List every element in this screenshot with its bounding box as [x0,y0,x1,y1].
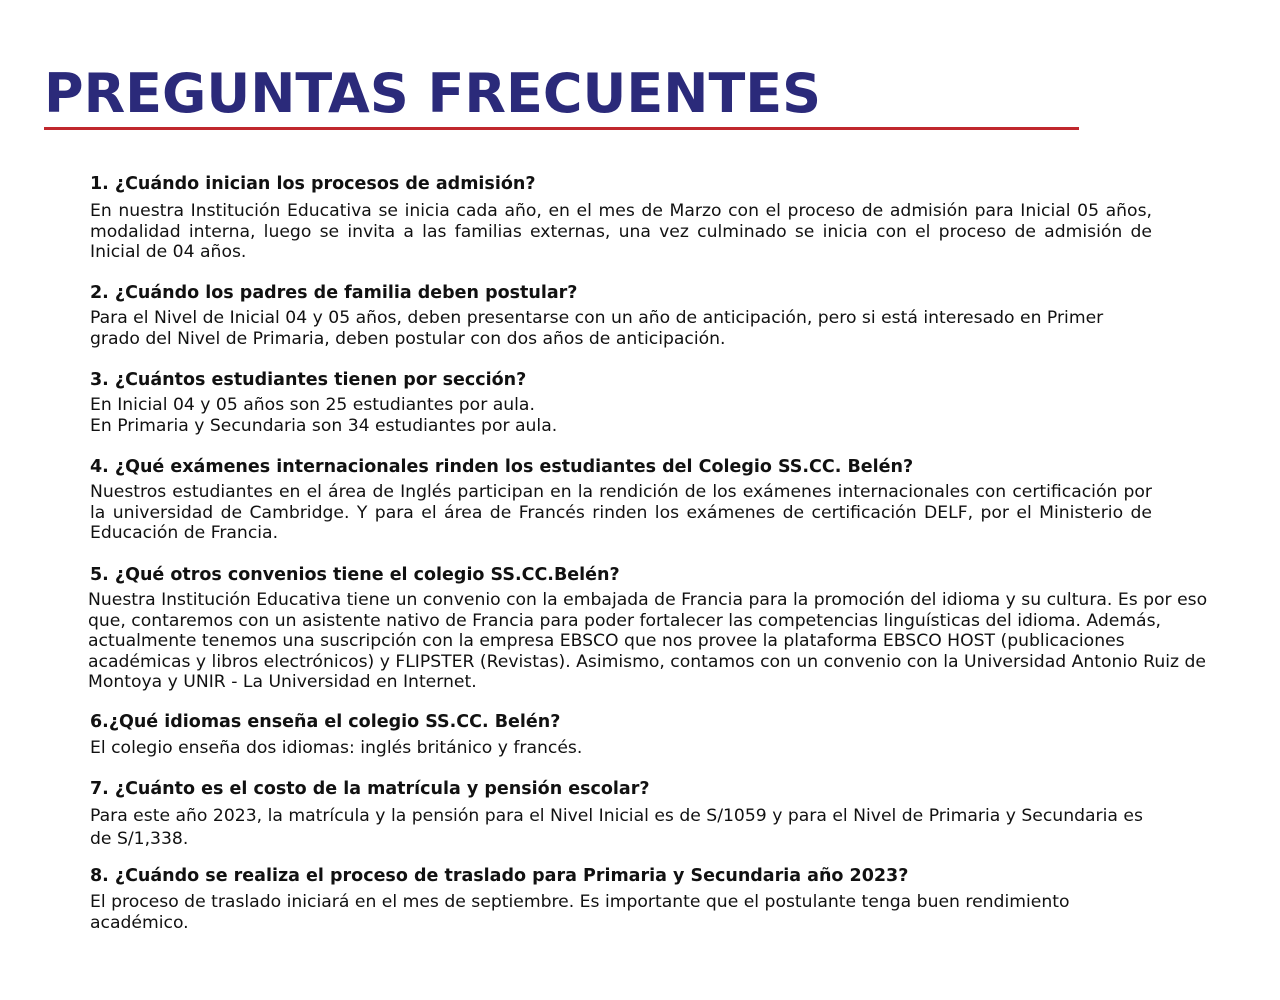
faq-question-6: 6.¿Qué idiomas enseña el colegio SS.CC. Belén? [90,712,561,732]
faq-question-5: 5. ¿Qué otros convenios tiene el colegio SS.CC.Belén? [90,565,620,585]
faq-question-3: 3. ¿Cuántos estudiantes tienen por sección? [90,370,527,390]
faq-question-7: 7. ¿Cuánto es el costo de la matrícula y pensión escolar? [90,779,650,799]
faq-answer-5: Nuestra Institución Educativa tiene un convenio con la embajada de Francia para la promoción del idioma y su cultura. Es por eso que, contaremos con un asistente nativo de Francia para poder fortalecer las competencias linguísticas del idioma. Además, actualmente tenemos una suscripción con la empresa EBSCO que nos provee la plataforma EBSCO HOST (publicaciones académicas y libros electrónicos) y FLIPSTER (Revistas). Asimismo, contamos con un convenio con la Universidad Antonio Ruiz de Montoya y UNIR - La Universidad en Internet. [88,590,1208,692]
faq-answer-3 [90,395,1152,436]
faq-answer-8: El proceso de traslado iniciará en el mes de septiembre. Es importante que el postulante tenga buen rendimiento académico. [90,892,1070,933]
title-divider [44,127,1079,130]
faq-question-1: 1. ¿Cuándo inician los procesos de admisión? [90,174,536,194]
faq-answer-3-line-2: En Primaria y Secundaria son 34 estudiantes por aula. [90,415,558,436]
faq-answer-3-line-1: En Inicial 04 y 05 años son 25 estudiantes por aula. [90,395,535,415]
faq-answer-7: Para este año 2023, la matrícula y la pensión para el Nivel Inicial es de S/1059 y para el Nivel de Primaria y Secundaria es de S/1,338. [90,806,1143,849]
faq-answer-1: En nuestra Institución Educativa se inicia cada año, en el mes de Marzo con el proceso de admisión para Inicial 05 años, modalidad interna, luego se invita a las familias externas, una vez culminado se inicia con el proceso de admisión de Inicial de 04 años. [90,201,1152,262]
faq-question-4: 4. ¿Qué exámenes internacionales rinden los estudiantes del Colegio SS.CC. Belén? [90,457,914,477]
faq-answer-2: Para el Nivel de Inicial 04 y 05 años, deben presentarse con un año de anticipación, pero si está interesado en Primer grado del Nivel de Primaria, deben postular con dos años de anticipación. [90,308,1104,349]
faq-answer-4: Nuestros estudiantes en el área de Inglés participan en la rendición de los exámenes internacionales con certificación por la universidad de Cambridge. Y para el área de Francés rinden los exámenes de certificación DELF, por el Ministerio de Educación de Francia. [90,482,1152,543]
faq-question-2: 2. ¿Cuándo los padres de familia deben postular? [90,283,578,303]
page-title: PREGUNTAS FRECUENTES [44,62,822,125]
faq-question-8: 8. ¿Cuándo se realiza el proceso de traslado para Primaria y Secundaria año 2023? [90,866,909,886]
faq-answer-6: El colegio enseña dos idiomas: inglés británico y francés. [90,738,583,758]
